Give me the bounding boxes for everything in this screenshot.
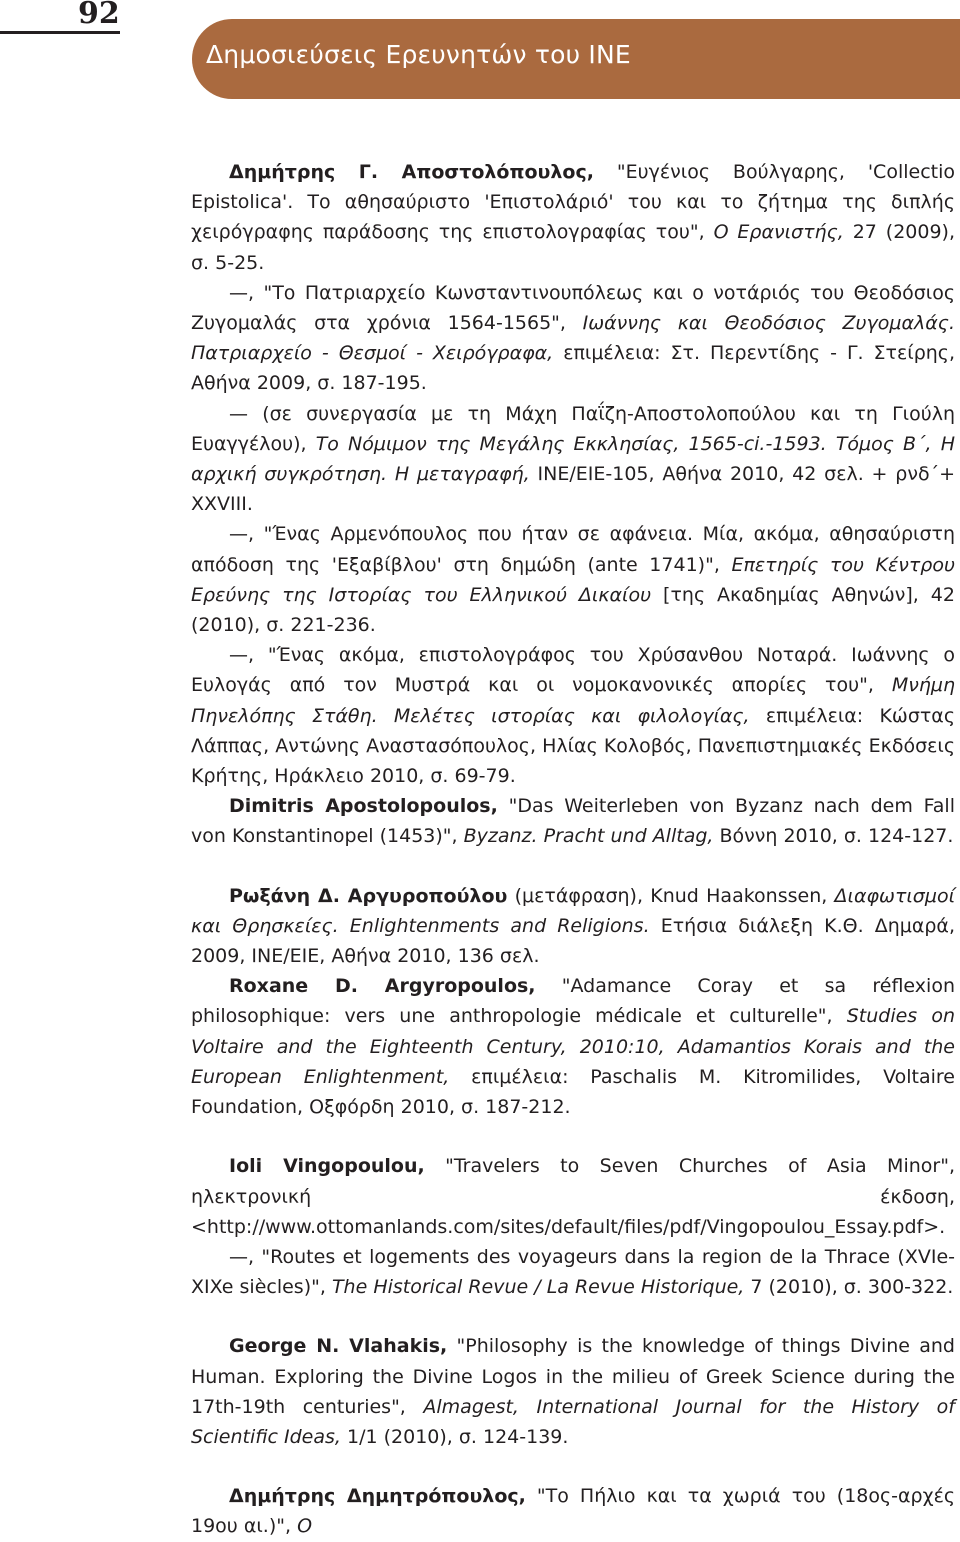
entry-text: επιμέλεια: Κώστας Λάππας, Αντώνης Αναστασόπουλος, Ηλίας Κολοβός, Πανεπιστημιακές Εκδόσεις Κρήτης, Ηράκλειο 2010, σ. 69-79. (191, 704, 955, 788)
entry-vlahakis (191, 1331, 955, 1452)
entry-apostolopoulos-5 (191, 640, 955, 791)
entry-text: (σε συνεργασία με τη Μάχη Παΐζη-Αποστολοπούλου και τη Γιούλη Ευαγγέλου), (191, 402, 955, 455)
entry-italic: Ιωάννης και Θεοδόσιος Ζυγομαλάς. Πατριαρχείο - Θεσμοί - Χειρόγραφα, (191, 312, 955, 365)
entry-vingopoulou-1 (191, 1151, 955, 1242)
entry-apostolopoulos-2 (191, 278, 955, 399)
entry-text: , "Ένας Αρμενόπουλος που ήταν σε αφάνεια. Μία, ακόμα, αθησαύριστη απόδοση της 'Εξαβίβλου' στη δημώδη (ante 1741)", (191, 523, 955, 576)
entry-argyropoulou-gr (191, 881, 955, 972)
entry-text: "Adamance Coray et sa réflexion philosophique: vers une anthropologie médicale et culturelle", (191, 975, 955, 1028)
entry-italic: Almagest, International Journal for the History of Scientific Ideas, (191, 1395, 955, 1448)
entry-text: "Ευγένιος Βούλγαρης, 'Collectio Epistolica'. Το αθησαύριστο 'Επιστολάριό' του και το ζήτημα της διπλής χειρόγραφης παράδοσης της επιστολογραφίας του", (191, 161, 955, 244)
entry-italic: Ο (297, 1515, 313, 1538)
entry-dash: — (229, 1245, 248, 1268)
entry-text: 27 (2009), σ. 5-25. (191, 221, 955, 274)
entry-dash: — (229, 281, 248, 304)
entry-text: "Το Πήλιο και τα χωριά του (18ος-αρχές 19ου αι.)", (191, 1485, 955, 1538)
entry-author: Ioli Vingopoulou, (229, 1155, 425, 1178)
entry-italic: Studies on Voltaire and the Eighteenth Century, 2010:10, Adamantios Korais and the European Enlightenment, (191, 1005, 955, 1088)
entry-author: George N. Vlahakis, (229, 1335, 448, 1358)
entry-apostolopoulos-3 (191, 399, 955, 520)
entry-author: Ρωξάνη Δ. Αργυροπούλου (229, 884, 508, 907)
page-number-rule (0, 31, 120, 34)
page-number: 92 (78, 0, 120, 31)
entry-text: , "Το Πατριαρχείο Κωνσταντινουπόλεως και ο νοτάριός του Θεοδόσιος Ζυγομαλάς στα χρόνια 1564-1565", (191, 281, 955, 335)
entry-author: Δημήτρης Γ. Αποστολόπουλος, (229, 161, 594, 183)
entry-dash: — (229, 402, 248, 425)
entry-text: (μετάφραση), Knud Haakonssen, (507, 884, 835, 907)
entry-author: Dimitris Apostolopoulos, (229, 795, 498, 818)
entry-apostolopoulos-en (191, 791, 955, 851)
entry-apostolopoulos-4 (191, 519, 955, 640)
entry-apostolopoulos-1 (191, 157, 955, 278)
publication-list (191, 157, 955, 1542)
entry-text: Βόννη 2010, σ. 124-127. (713, 825, 954, 848)
entry-italic: The Historical Revue / La Revue Historique, (331, 1276, 745, 1299)
entry-dimitropoulos (191, 1481, 955, 1541)
entry-italic: Επετηρίς του Κέντρου Ερεύνης της Ιστορίας του Ελληνικού Δικαίου (191, 553, 955, 606)
entry-italic: Ο Ερανιστής, (713, 221, 844, 244)
entry-italic: Byzanz. Pracht und Alltag, (463, 825, 714, 848)
entry-dash: — (229, 523, 248, 546)
entry-text: 7 (2010), σ. 300-322. (744, 1276, 954, 1299)
entry-text: επιμέλεια: Paschalis M. Kitromilides, Voltaire Foundation, Οξφόρδη 2010, σ. 187-212. (191, 1065, 955, 1119)
entry-italic: Μνήμη Πηνελόπης Στάθη. Μελέτες ιστορίας και φιλολογίας, (191, 674, 955, 727)
entry-author: Δημήτρης Δημητρόπουλος, (229, 1485, 526, 1508)
entry-argyropoulos-en (191, 971, 955, 1122)
entry-text: [της Ακαδημίας Αθηνών], 42 (2010), σ. 221-236. (191, 583, 955, 637)
entry-text: "Das Weiterleben von Byzanz nach dem Fall von Konstantinopel (1453)", (191, 795, 955, 848)
entry-text: Ετήσια διάλεξη Κ.Θ. Δημαρά, 2009, ΙΝΕ/ΕΙΕ, Αθήνα 2010, 136 σελ. (191, 914, 955, 968)
entry-text: επιμέλεια: Στ. Περεντίδης - Γ. Στείρης, Αθήνα 2009, σ. 187-195. (191, 342, 955, 395)
entry-text: , "Ένας ακόμα, επιστολογράφος του Χρύσανθου Νοταρά. Ιωάννης ο Ευλογάς από τον Μυστρά και οι νομοκανονικές απορίες του", (191, 644, 955, 697)
entry-text: 1/1 (2010), σ. 124-139. (340, 1425, 569, 1448)
section-title: Δημοσιεύσεις Ερευνητών του ΙΝΕ (206, 40, 631, 69)
entry-text: "Philosophy is the knowledge of things Divine and Human. Exploring the Divine Logos in the milieu of Greek Science during the 17th-19th centuries", (191, 1335, 955, 1418)
entry-vingopoulou-2 (191, 1242, 955, 1302)
entry-dash: — (229, 644, 248, 667)
entry-italic: Το Νόμιμον της Μεγάλης Εκκλησίας, 1565-ci.-1593. Τόμος Β΄, Η αρχική συγκρότηση. Η μεταγραφή, (191, 432, 955, 486)
entry-author: Roxane D. Argyropoulos, (229, 975, 536, 998)
entry-italic: Διαφωτισμοί και Θρησκείες. Enlightenments and Religions. (191, 884, 955, 937)
entry-text: "Travelers to Seven Churches of Asia Minor", ηλεκτρονική έκδοση, <http://www.ottomanlands.com/sites/default/files/pdf/Vingopoulou_Essay.pdf>. (191, 1155, 955, 1238)
entry-text: ΙΝΕ/ΕΙΕ-105, Αθήνα 2010, 42 σελ. + ρνδ΄+ XXVIII. (191, 463, 955, 516)
entry-text: , "Routes et logements des voyageurs dans la region de la Thrace (XVIe-XIXe siècles)", (191, 1245, 955, 1299)
